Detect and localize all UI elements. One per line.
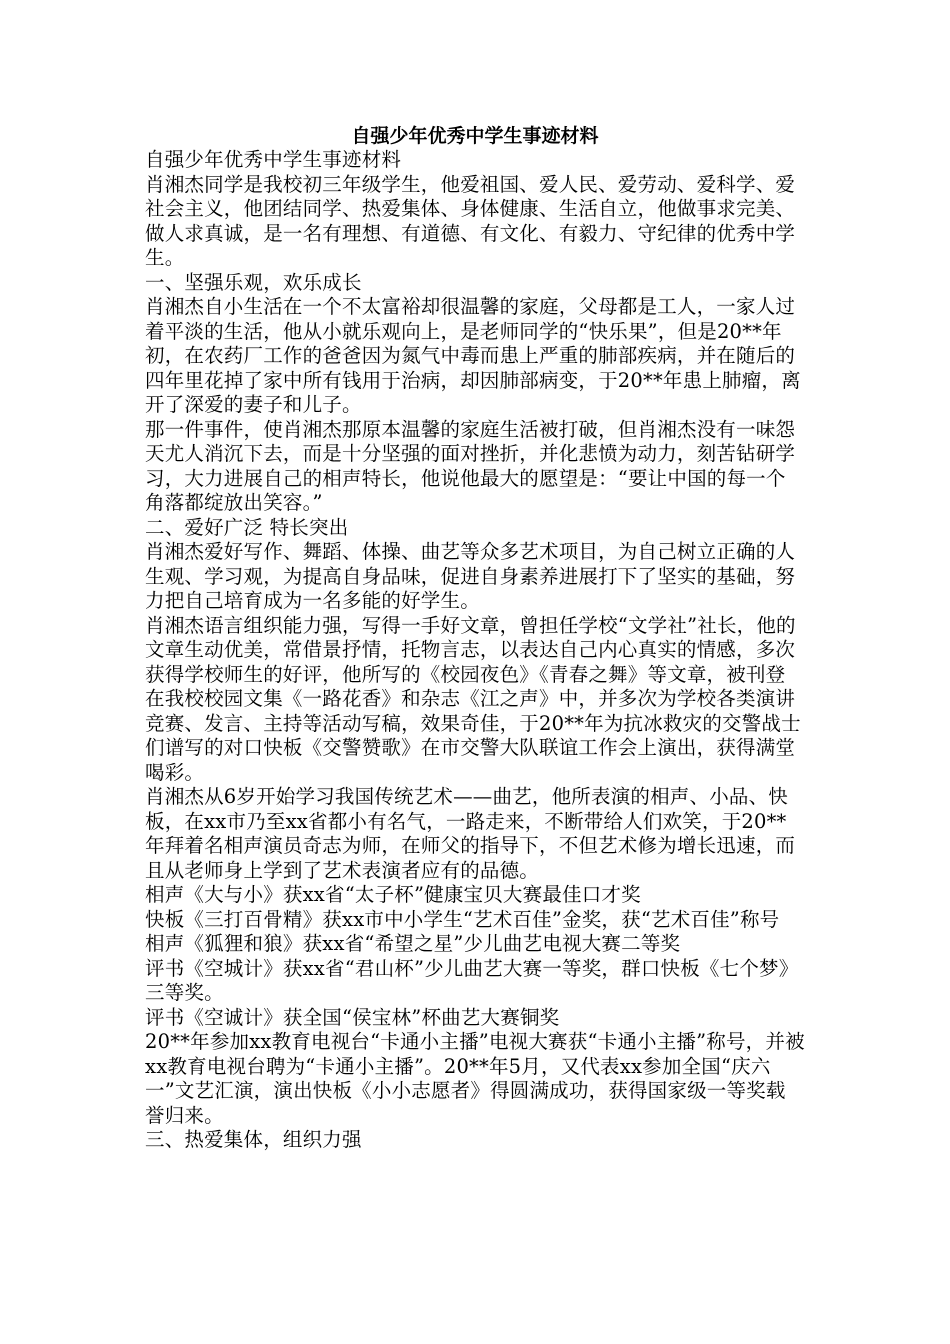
paragraph: 肖湘杰自小生活在一个不太富裕却很温馨的家庭，父母都是工人，一家人过着平淡的生活，他从小就乐观向上，是老师同学的“快乐果”，但是20**年初，在农药厂工作的爸爸因为氮气中毒而患上严重的肺部疾病，并在随后的四年里花掉了家中所有钱用于治病，却因肺部病变，于20**年患上肺瘤，离开了深爱的妻子和儿子。	[145, 295, 801, 416]
paragraph: 肖湘杰语言组织能力强，写得一手好文章，曾担任学校“文学社”社长，他的文章生动优美，常借景抒情，托物言志，以表达自己内心真实的情感，多次获得学校师生的好评，他所写的《校园夜色》《青春之舞》等文章，被刊登在我校校园文集《一路花香》和杂志《江之声》中，并多次为学校各类演讲竞赛、发言、主持等活动写稿，效果奇佳，于20**年为抗冰救灾的交警战士们谱写的对口快板《交警赞歌》在市交警大队联谊工作会上演出，获得满堂喝彩。	[145, 613, 801, 784]
award-item: 评书《空城计》获xx省“君山杯”少儿曲艺大赛一等奖，群口快板《七个梦》三等奖。	[145, 956, 799, 1004]
paragraph: 肖湘杰爱好写作、舞蹈、体操、曲艺等众多艺术项目，为自己树立正确的人生观、学习观，为提高自身品味，促进自身素养进展打下了坚实的基础，努力把自己培育成为一名多能的好学生。	[145, 540, 796, 612]
award-item: 评书《空诚计》获全国“侯宝林”杯曲艺大赛铜奖	[145, 1005, 560, 1029]
section-heading-3: 三、热爱集体，组织力强	[145, 1128, 362, 1151]
award-item: 相声《狐狸和狼》获xx省“希望之星”少儿曲艺电视大赛二等奖	[145, 932, 681, 955]
paragraph: 20**年参加xx教育电视台“卡通小主播”电视大赛获“卡通小主播”称号，并被xx教育电视台聘为“卡通小主播”。20**年5月，又代表xx参加全国“庆六一”文艺汇演，演出快板《小小志愿者》得圆满成功，获得国家级一等奖载誉归来。	[145, 1030, 805, 1127]
award-item: 相声《大与小》获xx省“太子杯”健康宝贝大赛最佳口才奖	[145, 883, 641, 906]
section-heading-2: 二、爱好广泛 特长突出	[145, 515, 349, 539]
paragraph-intro: 肖湘杰同学是我校初三年级学生，他爱祖国、爱人民、爱劳动、爱科学、爱社会主义，他团结同学、热爱集体、身体健康、生活自立，他做事求完美、做人求真诚，是一名有理想、有道德、有文化、有毅力、守纪律的优秀中学生。	[145, 172, 796, 269]
award-item: 快板《三打百骨精》获xx市中小学生“艺术百佳”金奖，获“艺术百佳”称号	[145, 907, 780, 931]
paragraph: 肖湘杰从6岁开始学习我国传统艺术——曲艺，他所表演的相声、小品、快板，在xx市乃至xx省都小有名气，一路走来，不断带给人们欢笑，于20**年拜着名相声演员奇志为师，在师父的指导下，不但艺术修为增长迅速，而且从老师身上学到了艺术表演者应有的品德。	[145, 785, 796, 882]
document-title: 自强少年优秀中学生事迹材料	[351, 125, 599, 147]
document-body	[145, 148, 805, 1153]
section-heading-1: 一、坚强乐观，欢乐成长	[145, 270, 362, 294]
paragraph: 那一件事件，使肖湘杰那原本温馨的家庭生活被打破，但肖湘杰没有一味怨天尤人消沉下去，而是十分坚强的面对挫折，并化悲愤为动力，刻苦钻研学习，大力进展自己的相声特长，他说他最大的愿望是：“要让中国的每一个角落都绽放出笑容。”	[145, 417, 796, 514]
document-page	[145, 124, 805, 1153]
paragraph-subtitle: 自强少年优秀中学生事迹材料	[145, 148, 402, 171]
